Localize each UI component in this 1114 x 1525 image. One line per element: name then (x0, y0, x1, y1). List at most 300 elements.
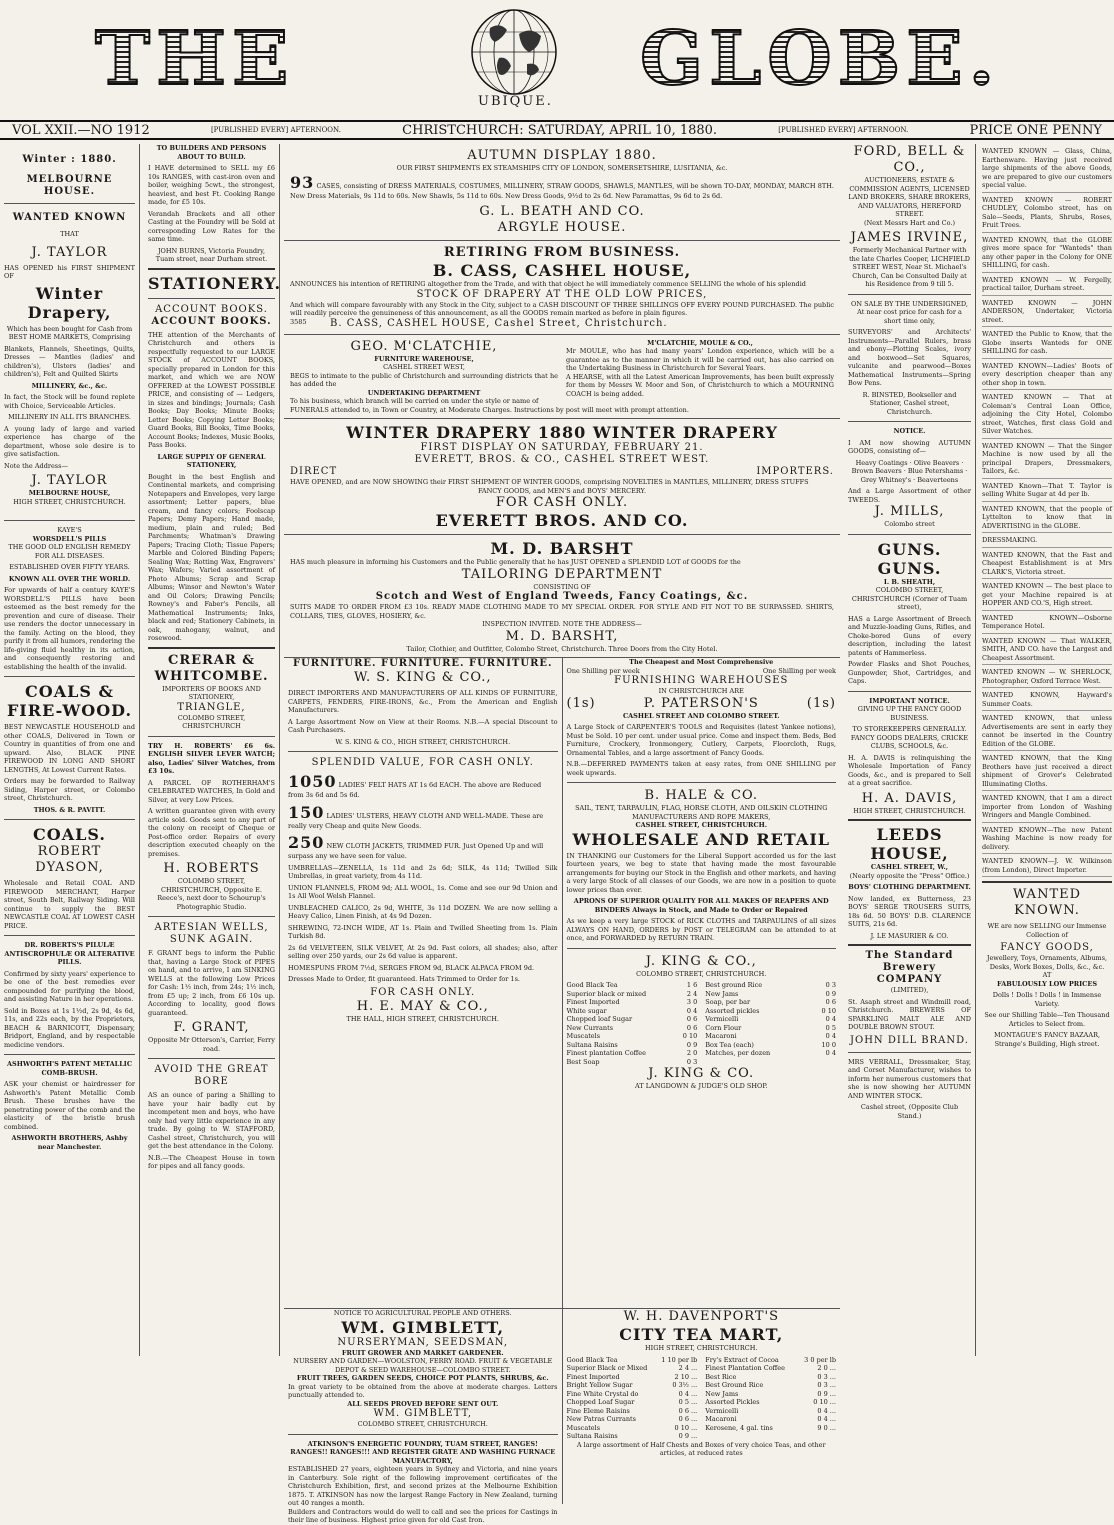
ad-text: MILLINERY IN ALL ITS BRANCHES. (8, 413, 131, 421)
price-row (705, 1415, 836, 1424)
price-value: 0 3 ... (817, 1372, 836, 1381)
ad-text: W. S. KING & CO., HIGH STREET, CHRISTCHURCH. (335, 737, 511, 746)
ad-text: Confirmed by sixty years' experience to be one of the best remedies ever compounded for purifying the blood, and assisting Nature in her operations. (4, 969, 135, 1003)
place-date: CHRISTCHURCH: SATURDAY, APRIL 10, 1880. (402, 122, 718, 138)
wanted-item: WANTED KNOWN—Osborne Temperance Hotel. (982, 614, 1112, 634)
ad-title: M. D. BARSHT (490, 539, 634, 558)
price-row (705, 1015, 836, 1024)
ad-text: CASHEL STREET, CHRISTCHURCH. (635, 821, 768, 829)
price-item: Best Ground Rice (705, 1381, 764, 1389)
ad-title: M. D. BARSHT, (505, 628, 619, 644)
price-item: Sultana Raisins (566, 1040, 618, 1049)
price-row (567, 990, 698, 999)
price-item: Assorted Pickles (705, 1398, 760, 1406)
ad-text: LARGE SUPPLY OF GENERAL STATIONERY, (157, 452, 266, 469)
ad-text: THOS. & R. PAVITT. (33, 805, 106, 814)
ad-text: A HEARSE, with all the Latest American Improvements, has been built expressly for them by Messrs W. Moor and Son, of Christchurch to which a MOURNING COACH is being added. (566, 372, 834, 398)
ad-text: LADIES' ULSTERS, HEAVY CLOTH AND WELL-MADE. These are really very Cheap and quite New Goods. (288, 811, 544, 830)
price-row (567, 1373, 698, 1382)
winter-drapery-ad (284, 419, 840, 535)
ad-title: J. KING & CO. (648, 1066, 755, 1081)
price-value: 2 0 ... (817, 1364, 836, 1372)
ad-text: UMBRELLAS—ZENELLA, 1s 11d and 2s 6d; SILK, 4s 11d; Twilled Silk Umbrellas, in great variety, from 4s 11d. (288, 863, 558, 880)
price-value: 2 4 ... (678, 1364, 698, 1372)
price-item: Box Tea (each) (705, 1040, 754, 1049)
wanted-item: DRESSMAKING. (982, 536, 1112, 548)
ad-text: Builders and Contractors would do well to call and see the prices for Castings in their line of business. Highest price given for old Cast Iron. (288, 1507, 558, 1524)
ad-title: The Standard Brewery COMPANY (865, 950, 954, 985)
ad-text: ALL SEEDS PROVED BEFORE SENT OUT. (347, 1399, 499, 1408)
ad-text: One Shilling per week (762, 666, 836, 675)
price-value: 0 9 ... (817, 1389, 836, 1398)
ad-text: THE GOOD OLD ENGLISH REMEDY FOR ALL DISEASES. (8, 543, 131, 560)
ad-text: IN THANKING our Customers for the Liberal Support accorded us for the last fourteen years, we beg to state that having made the most favourable arrangements for buying our Stock in the English and other markets, and having a very large Stock of all classes of our Goods, we are now in a position to quote lower prices than ever. (566, 851, 836, 894)
ad-text: CASHEL STREET, W., (870, 863, 949, 871)
wanted-item: WANTED KNOWN—The new Patent Washing Machine is now ready for delivery. (982, 826, 1112, 855)
price-value: 0 4 ... (817, 1406, 836, 1415)
ad-text: HIGH STREET, CHRISTCHURCH. (645, 1344, 758, 1352)
price-row (567, 1015, 698, 1024)
ad-text: AUCTIONEERS, ESTATE & COMMISSION AGENTS, LICENSED LAND BROKERS, SHARE BROKERS, AND VALUATORS, HEREFORD STREET. (848, 176, 971, 218)
davenport-ad (563, 1309, 841, 1504)
price-value: 0 6 ... (678, 1415, 698, 1423)
price-value: 0 10 (682, 1032, 698, 1040)
ad-title: JAMES IRVINE, (850, 230, 969, 245)
ad-text: MELBOURNE HOUSE, (28, 489, 111, 497)
masthead-title-left (95, 16, 295, 102)
ad-text: ESTABLISHED OVER FIFTY YEARS. (9, 563, 130, 571)
ad-title: F. GRANT, (173, 1020, 250, 1035)
ad-text: Jewellery, Toys, Ornaments, Albums, Desks, Work Boxes, Dolls, &c., &c. (986, 954, 1108, 971)
price-row (567, 1032, 698, 1041)
ad-title: H. ROBERTS (163, 861, 260, 876)
ad-text: A PARCEL OF ROTHERHAM'S CELEBRATED WATCHES, In Gold and Silver, at very Low Prices. (148, 778, 275, 804)
ad-text: FUNERALS attended to, in Town or Country, at Moderate Charges. Instructions by post will meet with prompt attention. (290, 405, 689, 414)
ad-text: UNBLEACHED CALICO, 2s 9d, WHITE, 3s 11d DOZEN. We are now selling a Heavy Calico, Linen Finish, at 4s 9d Dozen. (288, 903, 558, 920)
wanted-item: WANTED KNOWN — The best place to get your Machine repaired is at HOPPER AND CO.'S, High street. (982, 582, 1112, 611)
price-item: Best Soap (566, 1057, 600, 1066)
ad-title: FORD, BELL & CO., (853, 144, 966, 175)
price-value: 0 10 ... (674, 1423, 698, 1432)
ad-text: And which will compare favourably with any Stock in the City, subject to a CASH DISCOUNT OF THREE SHILLINGS OFF EVERY POUND PURCHASED. The public will readily perceive the genuineness of this announcement, as all the GOODS remain marked as before in plain figures. (290, 300, 834, 317)
ad-text: ASHWORTH BROTHERS, Ashby near Manchester. (11, 1134, 128, 1151)
ad-title: ROBERT DYASON, (35, 844, 104, 875)
ad-text: J. LE MASURIER & CO. (870, 931, 949, 940)
ad-title: EVERETT BROS. AND CO. (435, 511, 689, 530)
ad-title: B. HALE & CO. (644, 788, 758, 803)
ad-title: DR. ROBERTS'S PILULÆ ANTISCROPHULÆ OR ALTERATIVE PILLS. (4, 941, 135, 966)
ad-text: A written guarantee given with every article sold. Goods sent to any part of the colony on receipt of Cheque or Post-office order. Repairs of every description executed cheaply on the premises. (148, 807, 275, 858)
ad-title: B. CASS, CASHEL HOUSE, Cashel Street, Christchurch. (330, 317, 668, 329)
price-row (567, 998, 698, 1007)
ad-text: COLOMBO STREET, CHRISTCHURCH (177, 713, 246, 730)
price-row (567, 1432, 698, 1441)
ad-title: WHOLESALE AND RETAIL (572, 829, 831, 849)
gimblett-ad (284, 1309, 563, 1524)
ad-text: CASES, consisting of DRESS MATERIALS, COSTUMES, MILLINERY, STRAW GOODS, SHAWLS, MANTLES, will be shown TO-DAY, MONDAY, MARCH 8TH. New Dress Materials, 9s 11d to 60s. New Shawls, 5s 11d to 60s. New Dress Goods, 9½d to 2s 6d. New Paramattas, 9s 6d to 2s 6d. (290, 181, 834, 200)
mid-left-half (284, 658, 563, 1308)
ad-text: A Large Stock of CARPENTER'S TOOLS and Requisites (latest Yankee notions), Must be Sold. 10 per cent. under usual price. Come and inspect them. Beds, Bed Furniture, Crockery, Ironmongery, Cutlery, Carpets, Floorcloth, Rugs, Ornamental Tables, and a large assortment of Fancy Goods. (566, 723, 836, 757)
ad-text: KAYE'S (57, 526, 82, 534)
ad-text: Wholesale and Retail COAL AND FIREWOOD MERCHANT, Harper street, South Belt, Railway Siding. Will continue to supply the BEST NEWCASTLE COAL AT LOWEST CASH PRICE. (4, 879, 135, 930)
ad-text: A Large Assortment Now on View at their Rooms. N.B.—A special Discount to Cash Purchasers. (288, 717, 558, 734)
ad-text: AT (1042, 971, 1052, 979)
ad-text: FANCY GOODS, and MEN'S and BOYS' MERCERY. (477, 486, 647, 495)
ad-title: AUTUMN DISPLAY 1880. (467, 148, 657, 163)
price-value: 0 4 ... (678, 1389, 698, 1398)
ad-text: Powder Flasks and Shot Pouches, Gunpowder, Shot, Cartridges, and Caps. (848, 660, 971, 685)
price-item: New Currants (566, 1023, 614, 1032)
ad-text: IMPORTERS OF BOOKS AND STATIONERY, (162, 684, 261, 701)
price-value: 2 10 ... (674, 1372, 698, 1381)
price-row (705, 1424, 836, 1433)
ad-title: FOR CASH ONLY. (370, 986, 476, 998)
price-item: Vermicelli (705, 1406, 739, 1415)
ad-number: 150 (288, 802, 325, 822)
price-row (567, 1058, 698, 1067)
ad-title: WORSDELL'S PILLS (32, 534, 107, 543)
ad-text: In fact, the Stock will be found replete with Choice, Serviceable Articles. (4, 393, 135, 410)
ad-title: W. S. KING & CO., (353, 670, 492, 685)
ad-title: G. L. BEATH AND CO. (479, 204, 645, 219)
ad-text: COLOMBO STREET, CHRISTCHURCH. (636, 969, 767, 978)
price-row (705, 990, 836, 999)
price-item: New Jams (705, 989, 739, 998)
ad-title: CRERAR & WHITCOMBE. (154, 652, 269, 684)
ad-title: FURNITURE. FURNITURE. FURNITURE. (292, 658, 553, 669)
price-row (567, 1024, 698, 1033)
ad-text: DIRECT IMPORTERS AND MANUFACTURERS OF ALL KINDS OF FURNITURE, CARPETS, FENDERS, FIRE-IRONS, &c., From the American and English Manufacturers. (288, 689, 558, 714)
ad-title: WM. GIMBLETT, (373, 1408, 473, 1419)
price-value: 0 4 (825, 1032, 836, 1040)
ad-text: See our Shilling Table—Ten Thousand Articles to Select from. (984, 1011, 1110, 1028)
price-item: Best Rice (705, 1372, 737, 1381)
ad-text: Blankets, Flannels, Sheetings, Quilts, Dresses — Mantles (ladies' and children's), Ulsters (ladies' and children's), Felt and Quilted Skirts (4, 344, 135, 378)
ad-text: SAIL, TENT, TARPAULIN, FLAG, HORSE CLOTH, AND OILSKIN CLOTHING MANUFACTURERS AND ROPE MAKERS, (575, 804, 828, 821)
price-item: Finest plantation Coffee (566, 1049, 646, 1057)
ad-title: WANTED KNOWN. (1012, 887, 1082, 918)
ad-title: ASHWORTH'S PATENT METALLIC COMB-BRUSH. (6, 1060, 133, 1077)
price-value: 2 4 (686, 989, 698, 998)
price-value: 0 6 (686, 1015, 698, 1023)
ad-text: AT LANGDOWN & JUDGE'S OLD SHOP. (635, 1082, 768, 1090)
masthead-title-right (640, 16, 1001, 102)
ad-text: Cashel street, (Opposite Club Stand.) (860, 1103, 959, 1120)
ad-title: W. H. DAVENPORT'S (623, 1309, 779, 1324)
price-row (567, 1041, 698, 1050)
ad-title: I. B. SHEATH, (883, 577, 936, 586)
price-item: Fry's Extract of Cocoa (705, 1355, 779, 1364)
ad-text: A large assortment of Half Chests and Boxes of very choice Teas, and other articles, at reduced rates (576, 1440, 826, 1457)
price-item: Superior Black or Mixed (566, 1364, 648, 1372)
ad-title: FOR CASH ONLY. (495, 495, 629, 510)
ad-text: Dresses Made to Order, fit guaranteed. Hats Trimmed to Order for 1s. (288, 975, 520, 983)
ad-text: UNION FLANNELS, FROM 9d; ALL WOOL, 1s. Come and see our 9d Union and 1s All Wool Welsh Flannel. (288, 883, 558, 900)
ad-text: (Nearly opposite the "Press" Office.) (849, 871, 970, 880)
ad-text: LADIES' FELT HATS AT 1s 6d EACH. The above are Reduced from 3s 6d and 5s 6d. (288, 781, 542, 799)
price-item: Muscatels (566, 1423, 601, 1432)
ad-text: CASHEL STREET WEST, (383, 363, 465, 371)
masthead-title-left-text: THE (95, 16, 295, 102)
price-value: 0 10 (821, 1006, 836, 1015)
ad-title: MELBOURNE HOUSE. (26, 174, 113, 197)
price-item: Bright Yellow Sugar (566, 1381, 633, 1389)
ad-text: Note the Address— (4, 461, 68, 470)
ad-title: RETIRING FROM BUSINESS. (443, 245, 681, 260)
ad-text: COLOMBO STREET, CHRISTCHURCH, Opposite E. Reece's, next door to Schourup's Photographic Studio. (157, 877, 266, 911)
ad-title: WM. GIMBLETT, (341, 1317, 505, 1337)
ad-text: Sold in Boxes at 1s 1½d, 2s 9d, 4s 6d, 11s, and 22s each, by the Proprietors, BEACH & BARNICOTT, Dispensary, Bridport, England, and by respectable medicine vendors. (4, 1006, 135, 1049)
ad-title: STATIONERY. (148, 273, 282, 293)
ad-text: Now landed, ex Butterness, 23 BOYS' SERGE TROUSERS SUITS, 18s 6d. 50 BOYS' D.B. CLARENCE SUITS, 21s 6d. (848, 894, 971, 928)
price-row (705, 981, 836, 990)
price-value: 3 0 per lb (804, 1355, 836, 1364)
ad-text: One Shilling per week (566, 666, 640, 675)
ad-text: In great variety to be obtained from the above at moderate charges. Letters punctually attended to. (288, 1382, 558, 1399)
price-value: 1 10 per lb (661, 1355, 698, 1364)
price-row (705, 1024, 836, 1033)
price-item: Good Black Tea (566, 1355, 618, 1364)
ad-text: HAS much pleasure in informing his Customers and the Public generally that he has JUST OPENED a SPLENDID LOT of GOODS for the (290, 558, 741, 566)
ad-title: J. TAYLOR (31, 473, 108, 488)
ad-text: HAVE OPENED, and are NOW SHOWING their FIRST SHIPMENT OF WINTER GOODS, comprising NOVELTIES in MANTLES, MILLINERY, DRESS STUFFS (290, 478, 809, 486)
ad-title: ARTESIAN WELLS, SUNK AGAIN. (154, 922, 269, 945)
price: PRICE ONE PENNY (969, 122, 1102, 138)
price-value: 2 0 (686, 1049, 698, 1057)
ad-text: Mr MOULE, who has had many years' London experience, which will be a guarantee as to the manner in which it will be carried out, has also carried on the Undertaking Business in Christchurch for Several Years. (566, 347, 834, 372)
price-item: Macaroni (705, 1032, 737, 1040)
ad-text: FRUIT GROWER AND MARKET GARDENER. (341, 1348, 504, 1357)
ad-text: H. A. DAVIS is relinquishing the Wholesale Importation of Fancy Goods, &c., and is prepared to Sell at a great sacrifice. (848, 753, 971, 787)
wanted-item: WANTED KNOWN — JOHN ANDERSON, Undertaker, Victoria street. (982, 299, 1112, 328)
ad-text: F. GRANT begs to inform the Public that, having a Large Stock of PIPES on hand, and to arrive, I am SINKING WELLS at the following Low Prices for Cash: 1½ inch, from 24s; 1½ inch, from £5 up; 2 inch, from £6 10s up. According to locality, good flows guaranteed. (148, 949, 275, 1017)
price-row (567, 981, 698, 990)
wanted-item: WANTED KNOWN — That at Coleman's Central Loan Office, adjoining the City Hotel, Colombo street, Watches, first class Gold and Silver Watches. (982, 393, 1112, 439)
price-item: Macaroni (705, 1415, 737, 1423)
price-row (567, 1364, 698, 1373)
wanted-item: WANTED KNOWN — That the Singer Machine is now used by all the principal Drapers, Dressmakers, Tailors, &c. (982, 442, 1112, 479)
wanted-item: WANTED KNOWN, Hayward's Summer Coats. (982, 691, 1112, 711)
price-value: 0 4 (825, 1015, 836, 1023)
price-list-right (701, 981, 836, 1066)
column-7 (978, 144, 1112, 1356)
ad-text: MONTAGUE'S FANCY BAZAAR, Strange's Building, High street. (993, 1031, 1101, 1048)
ad-text: BEGS to intimate to the public of Christchurch and surrounding districts that he has added the (290, 371, 558, 388)
ad-text: NURSERY AND GARDEN—WOOLSTON, FERRY ROAD. FRUIT & VEGETABLE DEPOT & SEED WAREHOUSE—COLOMBO STREET. (293, 1357, 553, 1374)
ad-text: CASHEL STREET AND COLOMBO STREET. (622, 711, 780, 720)
ad-title: NURSERYMAN, SEEDSMAN, (337, 1336, 509, 1348)
ad-text: OUR FIRST SHIPMENTS EX STEAMSHIPS CITY OF LONDON, SOMERSETSHIRE, LUSITANIA, &c. (396, 164, 728, 172)
price-item: Superior black or mixed (566, 989, 647, 998)
ad-title: M'CLATCHIE, MOULE & CO., (647, 338, 753, 347)
ad-text: St. Asaph street and Windmill road, Christchurch. BREWERS OF SPARKLING MALT ALE AND DOUBLE BROWN STOUT. (848, 997, 971, 1031)
ad-text: Opposite Mr Otterson's, Carrier, Ferry road. (148, 1036, 275, 1053)
ad-title: H. E. MAY & CO., (356, 998, 489, 1014)
price-item: Chopped loaf Sugar (566, 1015, 633, 1023)
ad-text: SHREWING, 72-INCH WIDE, AT 1s. Plain and Twilled Sheeting from 1s. Plain Turkish 8d. (288, 923, 558, 940)
price-item: Fine Eleme Raisins (566, 1406, 630, 1415)
ad-text: Colombo street (884, 520, 935, 528)
ad-text: SURVEYORS' and Architects' Instruments—Parallel Rulers, brass and ebony—Plotting Scales, ivory and boxwood—Set Squares, vulcanite and pearwood—Boxes Mathematical Instruments—Spring Bow Pens. (848, 328, 971, 387)
masthead (0, 0, 1114, 118)
ad-text: THAT (60, 230, 79, 238)
ad-title: SPLENDID VALUE, FOR CASH ONLY. (311, 757, 534, 768)
ad-text: Formerly Mechanical Partner with the late Charles Cooper, LICHFIELD STREET WEST, Near St. Michael's Church, Can be Consulted Daily at his Residence from 9 till 5. (849, 246, 970, 288)
price-row (567, 1381, 698, 1390)
ad-title: Winter Drapery, (27, 283, 112, 322)
ad-text: N.B.—DEFERRED PAYMENTS taken at easy rates, from ONE SHILLING per week upwards. (566, 760, 836, 777)
price-row (705, 1398, 836, 1407)
globe-icon (455, 8, 573, 96)
ad-text: SUITS MADE TO ORDER FROM £3 10s. READY MADE CLOTHING MADE TO MY SPECIAL ORDER. FOR STYLE AND FIT NOT TO BE SURPASSED. SHIRTS, COLLARS, TIES, GLOVES, HOSIERY, &c. (290, 603, 834, 620)
price-value: 0 9 (825, 989, 836, 998)
ad-number: 250 (288, 833, 325, 852)
ad-text: (1s) (566, 695, 596, 711)
ad-text: WE are now SELLING our Immense Collection of (987, 922, 1107, 939)
volume-number: VOL XXII.—NO 1912 (12, 122, 150, 138)
price-row (705, 1390, 836, 1399)
wanted-list (982, 147, 1112, 877)
price-row (705, 1032, 836, 1041)
ad-text: As we keep a very large STOCK of RICK CLOTHS and TARPAULINS of all sizes ALWAYS ON HAND, ORDERS by POST or TELEGRAM can be attended to at once, and FORWARDED by RETURN TRAIN. (566, 917, 836, 942)
price-value: 0 4 (686, 1006, 698, 1015)
price-value: 0 4 ... (817, 1415, 836, 1423)
price-item: Kerosene, 4 gal. tins (705, 1423, 773, 1432)
ad-text: FURNITURE WAREHOUSE, (374, 354, 474, 363)
price-value: 0 9 ... (678, 1432, 698, 1440)
ad-text: FRUIT TREES, GARDEN SEEDS, CHOICE POT PLANTS, SHRUBS, &c. (296, 1374, 549, 1382)
ad-title: COALS & FIRE-WOOD. (6, 682, 133, 720)
price-item: Vermicelli (705, 1015, 739, 1023)
ad-text: HAS OPENED his FIRST SHIPMENT OF (4, 263, 135, 280)
ad-text: Bought in the best English and Continental markets, and comprising Notepapers and Envelopes, very large assortment; Letter papers, blue cream, and fancy colors; Foolscap Papers; Demy Papers; Hand made, medium, plain and ruled; Bed Parchments; Whatman's Drawing Papers; Tracing Cloth; Tissue Papers; Marble and Colored Binding Papers; Sealing Wax; Rotting Wax, Engravers' Wax; Wafers; Varied assortment of Photo Albums; Scrap and Scrap Albums; Winsor and Newton's Water and Oil Colors; Drawing Pencils; Rowney's and Faber's Pencils, all Mathematical Instruments; Inks, black and red; Stationery Cabinets, in oak, mahogany, walnut, and rosewood. (148, 472, 275, 642)
price-value: 0 3 (825, 981, 836, 989)
price-list-right (701, 1356, 836, 1441)
wanted-item: WANTED the Public to Know, that the Globe inserts Wanteds for ONE SHILLING for cash. (982, 330, 1112, 359)
ad-text: INSPECTION INVITED. NOTE THE ADDRESS— (482, 620, 642, 628)
price-row (705, 1041, 836, 1050)
price-value: 1 6 (686, 981, 698, 989)
ad-title: GEO. M'CLATCHIE, (350, 338, 498, 354)
price-row (705, 1049, 836, 1058)
price-row (705, 1373, 836, 1382)
price-item: Corn Flour (705, 1023, 742, 1032)
price-item: Fine White Crystal do (566, 1389, 639, 1398)
wanted-item: WANTED KNOWN, that the King Brothers have just received a direct shipment of Grover's Celebrated Illuminating Cloths. (982, 754, 1112, 791)
ad-number: 93 (290, 172, 315, 192)
wanted-item: WANTED Known—That T. Taylor is selling White Sugar at 4d per lb. (982, 482, 1112, 502)
price-item: Soap, per bar (705, 998, 751, 1006)
published-note-right: [PUBLISHED EVERY] AFTERNOON. (778, 126, 909, 134)
ad-text: Dolls ! Dolls ! Dolls ! in Immense Variety. (992, 991, 1102, 1008)
ad-text: I HAVE determined to SELL my £6 10s RANGES, with cast-iron oven and boiler, weighing 5cwt., the strongest, heaviest, and best Ft. Cooking Range made, for £5 10s. (148, 164, 275, 206)
price-value: 0 3½ ... (672, 1381, 698, 1389)
price-item: Good Black Tea (566, 981, 618, 989)
price-row (567, 1007, 698, 1016)
ad-text: (1s) (806, 695, 836, 711)
ad-text: Heavy Coatings · Olive Beavers · Brown Beavers · Blue Petershams · Grey Whitney's · Beaverteens (851, 458, 968, 484)
price-row (567, 1415, 698, 1424)
price-item: New Jams (705, 1389, 739, 1398)
ad-title: IMPORTERS. (756, 466, 834, 477)
ad-text: HIGH STREET, CHRISTCHURCH. (853, 806, 966, 815)
ad-text: KNOWN ALL OVER THE WORLD. (8, 574, 131, 583)
masthead-motto: UBIQUE. (478, 94, 553, 109)
ad-text: NOTICE TO AGRICULTURAL PEOPLE AND OTHERS. (333, 1309, 512, 1317)
price-row (567, 1424, 698, 1433)
price-row (705, 998, 836, 1007)
ad-title: P. PATERSON'S (643, 695, 759, 711)
price-item: New Patras Currants (566, 1415, 637, 1423)
ad-title: NOTICE. (893, 427, 926, 435)
price-item: Best ground Rice (705, 981, 763, 989)
price-value: 0 9 (686, 1040, 698, 1049)
ad-text: TRY H. ROBERTS' £6 6s. ENGLISH SILVER LEVER WATCH; also, Ladies' Silver Watches, from £3 10s. (148, 741, 275, 775)
ad-text: ASK your chemist or hairdresser for Ashworth's Patent Metallic Comb Brush. These brushes have the penetrating power of the comb and the elasticity of the bristle brush combined. (4, 1080, 135, 1131)
price-item: Finest Plantation Coffee (705, 1364, 785, 1372)
wanted-item: WANTED KNOWN—J. W. Wilkinson (from London), Direct Importer. (982, 857, 1112, 877)
price-line (288, 803, 558, 831)
price-value: 0 10 ... (813, 1398, 836, 1406)
wanted-item: WANTED KNOWN — Glass, China, Earthenware. Having just received large shipments of the above Goods, we are prepared to give our customers special value. (982, 147, 1112, 193)
price-row (705, 1381, 836, 1390)
price-row (567, 1398, 698, 1407)
ad-text: (Next Messrs Hart and Co.) (863, 218, 956, 227)
ad-text: A young lady of large and varied experience has charge of the department, whose sole desire is to give satisfaction. (4, 424, 135, 458)
ad-text: COLOMBO STREET, CHRISTCHURCH. (357, 1420, 488, 1428)
dateline (0, 120, 1114, 140)
wanted-item: WANTED KNOWN, that unless Advertisements are sent in early they cannot be inserted in the Country Edition of the GLOBE. (982, 714, 1112, 751)
ad-title: ARGYLE HOUSE. (497, 220, 627, 235)
column-6 (844, 144, 976, 1356)
autumn-display-ad (284, 144, 840, 241)
price-list-left (567, 1356, 702, 1441)
price-value: 0 4 (825, 1049, 836, 1057)
middle-section (284, 144, 840, 1524)
ad-text: NEW CLOTH JACKETS, TRIMMED FUR. Just Opened Up and will surpass any we have seen for value. (288, 842, 544, 860)
barsht-ad (284, 535, 840, 658)
ad-text: I AM now showing AUTUMN GOODS, consisting of— (848, 438, 971, 455)
ad-text: (LIMITED), (890, 986, 929, 994)
ad-title: STOCK OF DRAPERY AT THE OLD LOW PRICES, (416, 288, 708, 300)
ad-title: ATKINSON'S ENERGETIC FOUNDRY, TUAM STREET, RANGES! RANGES!! RANGES!!! AND REGISTER GRATE AND WASHING FURNACE MANUFACTORY, (290, 1439, 556, 1465)
price-item: Finest Imported (566, 1372, 620, 1381)
wanted-item: WANTED KNOWN, that the GLOBE gives more space for "Wanteds" than any other paper in the Colony for ONE SHILLING, for cash. (982, 236, 1112, 273)
ad-text: To his business, which branch will be carried on under the style or name of (290, 397, 539, 405)
ad-text: JOHN BURNS, Victoria Foundry, Tuam street, near Durham street. (155, 246, 268, 263)
price-row (567, 1390, 698, 1399)
ad-text: HAS a Large Assortment of Breech and Muzzle-loading Guns, Rifles, and Choke-bored Guns of every description, including the latest patents of Hammerless. (848, 614, 971, 657)
ad-text: For upwards of half a century KAYE'S WORSDELL'S PILLS have been esteemed as the best remedy for the prevention and cure of disease. Their use renders the doctor unnecessary in the family. Acting on the blood, they purify it from all humors, rendering the life-giving fluid healthy in its action, and consequently restoring and establishing the health of the invalid. (4, 586, 135, 671)
ad-title: GUNS. GUNS. (877, 539, 942, 578)
ad-title: ACCOUNT BOOKS. (155, 303, 268, 315)
price-item: Finest Imported (566, 998, 620, 1006)
ad-text: MILLINERY, &c., &c. (31, 381, 108, 390)
price-value: 3 0 (686, 998, 698, 1006)
ad-number: 1050 (288, 772, 337, 791)
ad-title: COALS. (33, 825, 106, 844)
ad-title: J. KING & CO., (645, 953, 757, 969)
price-item: White sugar (566, 1006, 607, 1015)
ad-text: MRS VERRALL, Dressmaker, Stay, and Corset Manufacturer, wishes to inform her numerous customers that she is now showing her AUTUMN AND WINTER STOCK. (848, 1057, 971, 1100)
column-1 (4, 144, 140, 1356)
ad-title: CITY TEA MART, (619, 1325, 784, 1344)
column-2 (144, 144, 280, 1356)
ad-title: DIRECT (290, 466, 338, 477)
wanted-item: WANTED KNOWN—Ladies' Boots of every description cheaper than any other shop in town. (982, 362, 1112, 391)
ad-text: TO STOREKEEPERS GENERALLY. FANCY GOODS DEALERS, CRICKE CLUBS, SCHOOLS, &c. (850, 725, 969, 750)
price-item: Chopped Loaf Sugar (566, 1398, 635, 1406)
